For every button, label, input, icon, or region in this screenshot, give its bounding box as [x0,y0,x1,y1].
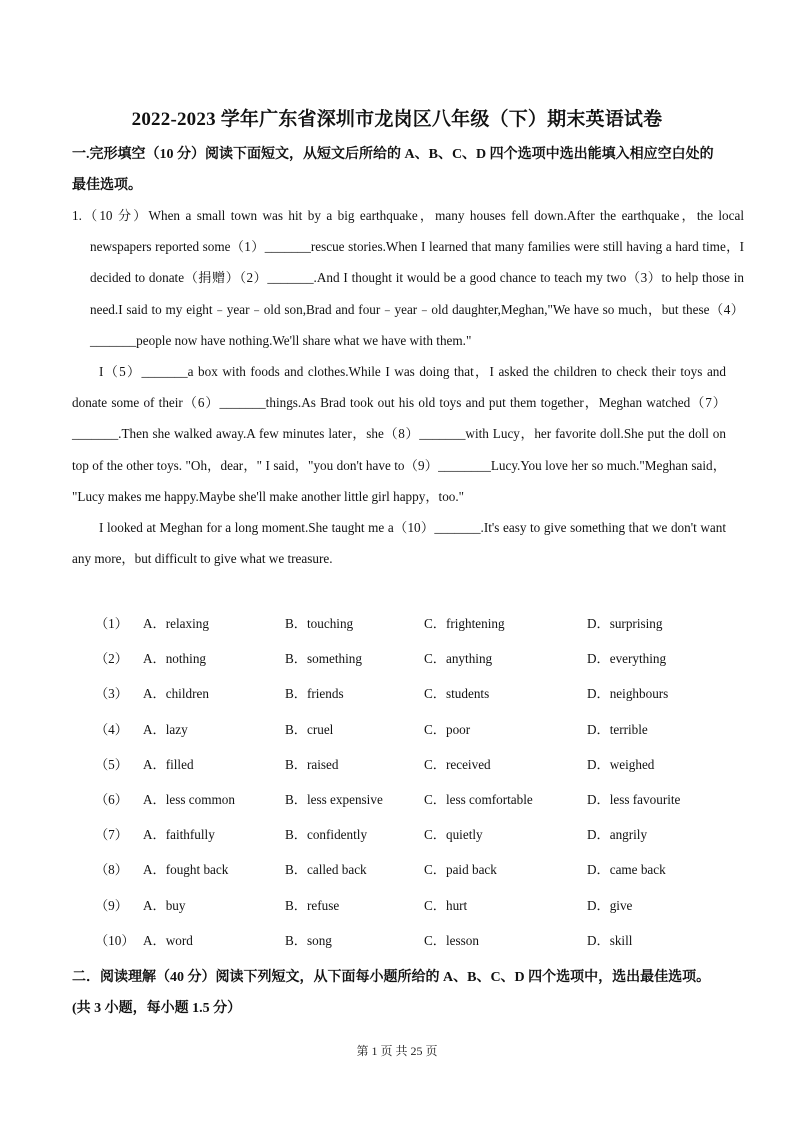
option-b: B．confidently [285,827,368,843]
option-d: D．angrily [587,827,648,843]
option-a: A．children [143,686,209,702]
option-number: （8） [95,862,128,878]
option-number: （9） [95,897,128,913]
option-a: A．lazy [143,721,188,737]
option-a: A．buy [143,897,186,913]
option-d: D．give [587,897,633,913]
option-d: D．neighbours [587,686,669,702]
option-c: C．students [424,686,490,702]
option-b: B．touching [285,616,354,631]
option-number: （4） [95,721,128,737]
option-a: A．faithfully [143,827,215,843]
option-b: B．friends [285,686,344,702]
option-a: A．filled [143,756,194,772]
option-d: D．weighed [587,756,655,772]
option-b: B．refuse [285,897,340,913]
section-1-heading: 一.完形填空（10 分）阅读下面短文，从短文后所给的 A、B、C、D 四个选项中选出能填入相应空白处的最佳选项。 [72,147,714,193]
option-d: D．terrible [587,721,648,737]
option-c: C．poor [424,721,471,737]
option-d: D．skill [587,932,633,948]
option-d: D．came back [587,862,666,878]
option-c: C．lesson [424,932,479,948]
option-c: C．less comfortable [424,791,533,807]
option-b: B．something [285,651,362,667]
question-1-paragraph-1: 1.（10 分）When a small town was hit by a big earthquake，many houses fell down.After the earthquake，the local newspapers reported some（1）_______rescue stories.When I learned that many families were still having a hard time，I decided to donate（捐赠）（2）_______.And I thought it would be a good chance to teach my two（3）to help those in need.I said to my eight﹣year﹣old son,Brad and four﹣year﹣old daughter,Meghan,"We have so much，but these（4）_______people now have nothing.We'll share what we have with them." [72,208,744,348]
option-a: A．less common [143,791,235,807]
option-number: （3） [95,686,128,702]
option-a: A．nothing [143,651,207,667]
question-1-paragraph-2: I（5）_______a box with foods and clothes.While I was doing that，I asked the children to check their toys and donate some of their（6）_______things.As Brad took out his old toys and put them together，Meghan watched（7）_______.Then she walked away.A few minutes later，she（8）_______with Lucy，her favorite doll.She put the doll on top of the other toys. "Oh，dear，" I said，"you don't have to（9）________Lucy.You love her so much."Meghan said， "Lucy makes me happy.Maybe she'll make another little girl happy，too." [72,364,726,504]
page-title: 2022-2023 学年广东省深圳市龙岗区八年级（下）期末英语试卷 [131,109,663,130]
option-b: B．raised [285,756,339,772]
option-d: D．less favourite [587,791,681,807]
option-number: （2） [95,651,128,667]
option-a: A．word [143,932,193,948]
section-2-heading: 二．阅读理解（40 分）阅读下列短文，从下面每小题所给的 A、B、C、D 四个选项中，选出最佳选项。(共 3 小题，每小题 1.5 分） [72,970,711,1016]
option-c: C．anything [424,651,493,667]
option-number: （5） [95,756,128,772]
option-b: B．called back [285,862,367,878]
option-a: A．fought back [143,862,229,878]
option-c: C．quietly [424,827,483,843]
page-footer: 第 1 页 共 25 页 [356,1044,438,1058]
option-d: D．everything [587,651,667,667]
option-c: C．received [424,756,491,772]
option-b: B．cruel [285,721,334,737]
option-number: （1） [95,616,128,631]
option-c: C．hurt [424,897,468,913]
option-b: B．song [285,932,332,948]
option-number: （10） [95,932,135,948]
option-number: （7） [95,827,128,843]
option-d: D．surprising [587,616,663,631]
option-number: （6） [95,791,128,807]
option-b: B．less expensive [285,791,383,807]
question-1-paragraph-3: I looked at Meghan for a long moment.She taught me a（10）_______.It's easy to give something that we don't want any more，but difficult to give what we treasure. [72,520,726,567]
option-a: A．relaxing [143,616,209,631]
option-c: C．frightening [424,616,505,631]
option-c: C．paid back [424,862,497,878]
